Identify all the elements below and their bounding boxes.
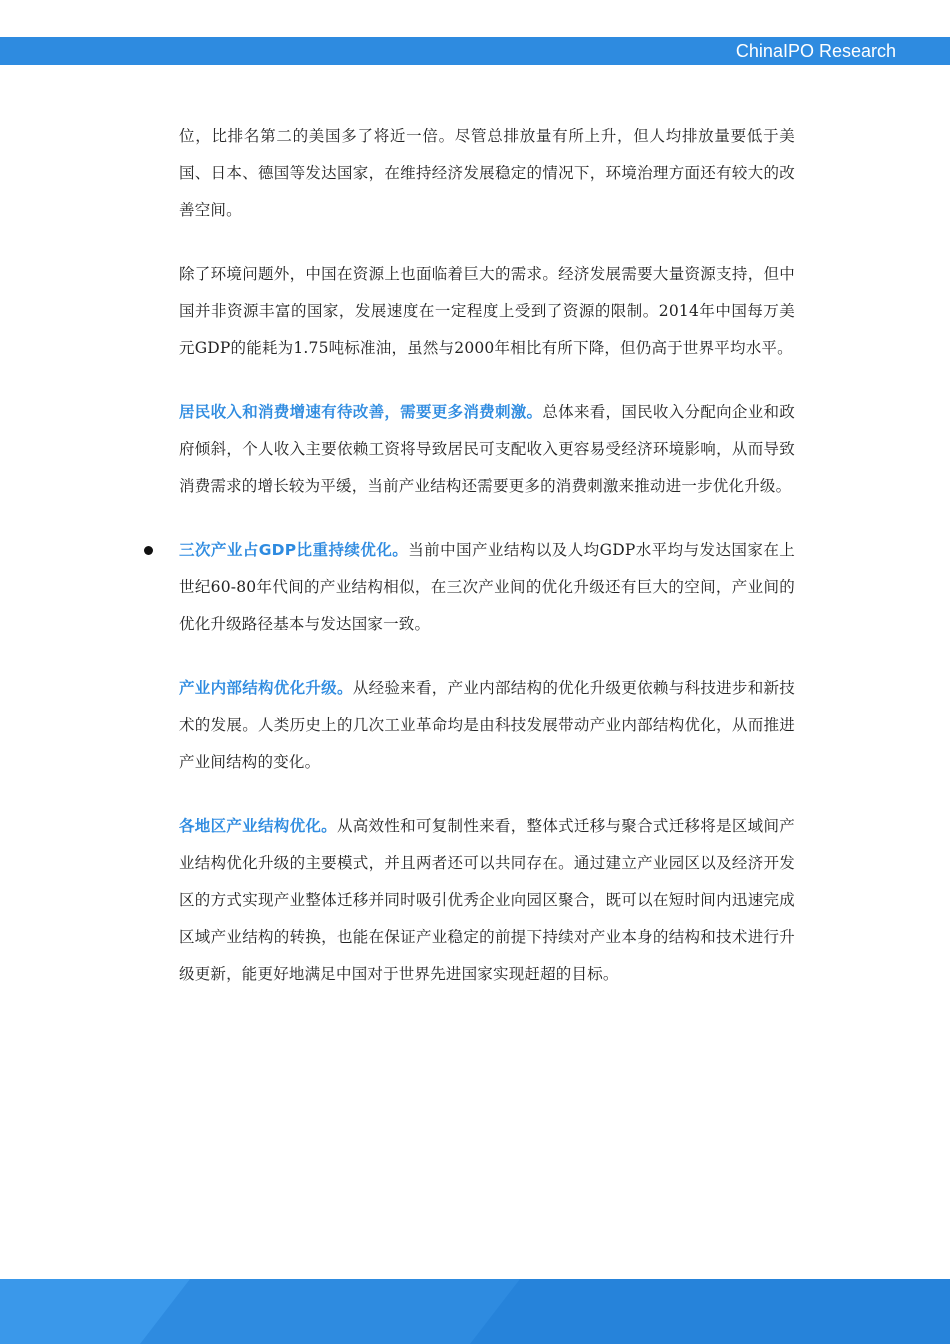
paragraph-text: 除了环境问题外，中国在资源上也面临着巨大的需求。经济发展需要大量资源支持，但中国并非资源丰富的国家，发展速度在一定程度上受到了资源的限制。2014年中国每万美元GDP的能耗为1.75吨标准油，虽然与2000年相比有所下降，但仍高于世界平均水平。 xyxy=(179,265,795,357)
paragraph xyxy=(179,118,795,229)
paragraph-text: 从高效性和可复制性来看，整体式迁移与聚合式迁移将是区域间产业结构优化升级的主要模式，并且两者还可以共同存在。通过建立产业园区以及经济开发区的方式实现产业整体迁移并同时吸引优秀企业向园区聚合，既可以在短时间内迅速完成区域产业结构的转换，也能在保证产业稳定的前提下持续对产业本身的结构和技术进行升级更新，能更好地满足中国对于世界先进国家实现赶超的目标。 xyxy=(179,817,795,983)
paragraph-text: 当前中国产业结构以及人均GDP水平均与发达国家在上世纪60-80年代间的产业结构相似，在三次产业间的优化升级还有巨大的空间，产业间的优化升级路径基本与发达国家一致。 xyxy=(179,541,795,633)
header-brand: ChinaIPO Research xyxy=(735,41,896,61)
paragraph-highlight: 各地区产业结构优化。 xyxy=(179,817,337,835)
footer-bar xyxy=(0,1279,950,1344)
paragraph-highlight: 三次产业占GDP比重持续优化。 xyxy=(179,541,409,559)
footer-decoration xyxy=(0,1279,950,1344)
document-body xyxy=(179,118,795,1020)
paragraph xyxy=(179,256,795,367)
paragraph-text: 从经验来看，产业内部结构的优化升级更依赖与科技进步和新技术的发展。人类历史上的几次工业革命均是由科技发展带动产业内部结构优化，从而推进产业间结构的变化。 xyxy=(179,679,796,771)
bullet-paragraph xyxy=(179,532,795,643)
header-bar xyxy=(0,37,950,65)
paragraph xyxy=(179,808,795,993)
bullet-icon xyxy=(144,546,153,555)
paragraph-highlight: 产业内部结构优化升级。 xyxy=(179,679,353,697)
paragraph-highlight: 居民收入和消费增速有待改善，需要更多消费刺激。 xyxy=(179,403,543,421)
paragraph-text: 位，比排名第二的美国多了将近一倍。尽管总排放量有所上升，但人均排放量要低于美国、日本、德国等发达国家，在维持经济发展稳定的情况下，环境治理方面还有较大的改善空间。 xyxy=(179,127,795,219)
paragraph xyxy=(179,670,795,781)
paragraph-text: 总体来看，国民收入分配向企业和政府倾斜，个人收入主要依赖工资将导致居民可支配收入更容易受经济环境影响，从而导致消费需求的增长较为平缓，当前产业结构还需要更多的消费刺激来推动进一步优化升级。 xyxy=(179,403,796,495)
paragraph xyxy=(179,394,795,505)
